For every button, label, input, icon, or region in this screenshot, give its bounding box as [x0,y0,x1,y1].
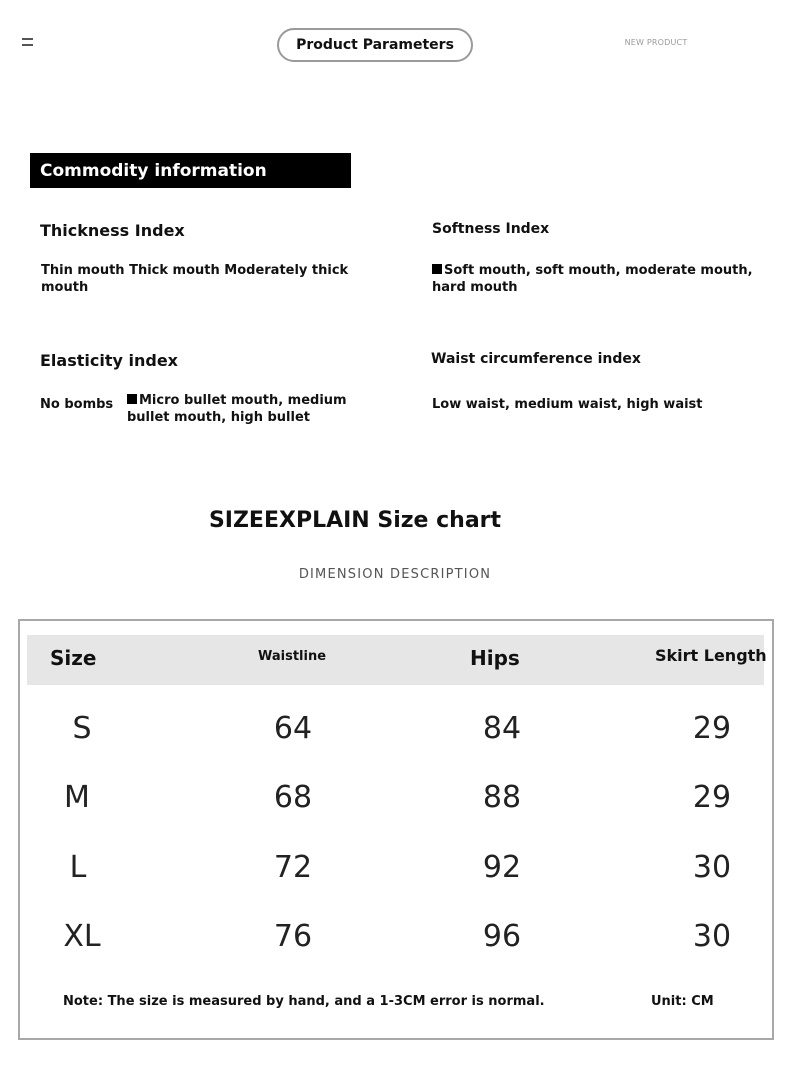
elasticity-no-bombs: No bombs [40,397,114,412]
commodity-information-banner: Commodity information [30,153,351,188]
table-cell-skirt-length: 29 [692,711,732,746]
column-header-size: Size [50,646,97,670]
column-header-hips: Hips [470,646,520,670]
size-table-header [27,635,764,685]
table-cell-waistline: 64 [273,711,313,746]
table-cell-size: XL [63,919,101,954]
table-cell-hips: 84 [482,711,522,746]
square-bullet-icon [432,264,442,274]
measurement-note: Note: The size is measured by hand, and a 1-3CM error is normal. [63,994,545,1009]
softness-index-title: Softness Index [432,221,550,237]
elasticity-index-title: Elasticity index [40,351,178,370]
thickness-index-title: Thickness Index [40,221,185,240]
table-cell-waistline: 72 [273,850,313,885]
table-cell-hips: 92 [482,850,522,885]
menu-icon[interactable] [22,36,34,48]
square-bullet-icon [127,394,137,404]
elasticity-index-values [127,392,362,426]
table-cell-waistline: 76 [273,919,313,954]
softness-index-values [432,262,762,296]
table-cell-skirt-length: 30 [692,850,732,885]
elasticity-index-text: Micro bullet mouth, medium bullet mouth, high bullet [127,393,347,425]
unit-label: Unit: CM [651,994,714,1009]
waist-index-values: Low waist, medium waist, high waist [432,397,703,412]
thickness-index-values: Thin mouth Thick mouth Moderately thick mouth [41,263,349,295]
size-chart-heading: SIZEEXPLAIN Size chart [208,508,502,533]
new-product-label: NEW PRODUCT [624,38,688,47]
column-header-waistline: Waistline [258,649,327,664]
column-header-skirt-length: Skirt Length [655,646,767,665]
table-cell-hips: 88 [482,780,522,815]
table-cell-size: S [72,711,92,746]
table-cell-hips: 96 [482,919,522,954]
table-cell-skirt-length: 30 [692,919,732,954]
table-cell-size: L [69,850,87,885]
table-cell-size: M [64,780,90,815]
product-parameters-pill: Product Parameters [277,28,473,62]
softness-index-text: Soft mouth, soft mouth, moderate mouth, hard mouth [432,263,753,295]
table-cell-waistline: 68 [273,780,313,815]
waist-index-title: Waist circumference index [431,351,641,367]
dimension-description: DIMENSION DESCRIPTION [298,567,492,582]
table-cell-skirt-length: 29 [692,780,732,815]
